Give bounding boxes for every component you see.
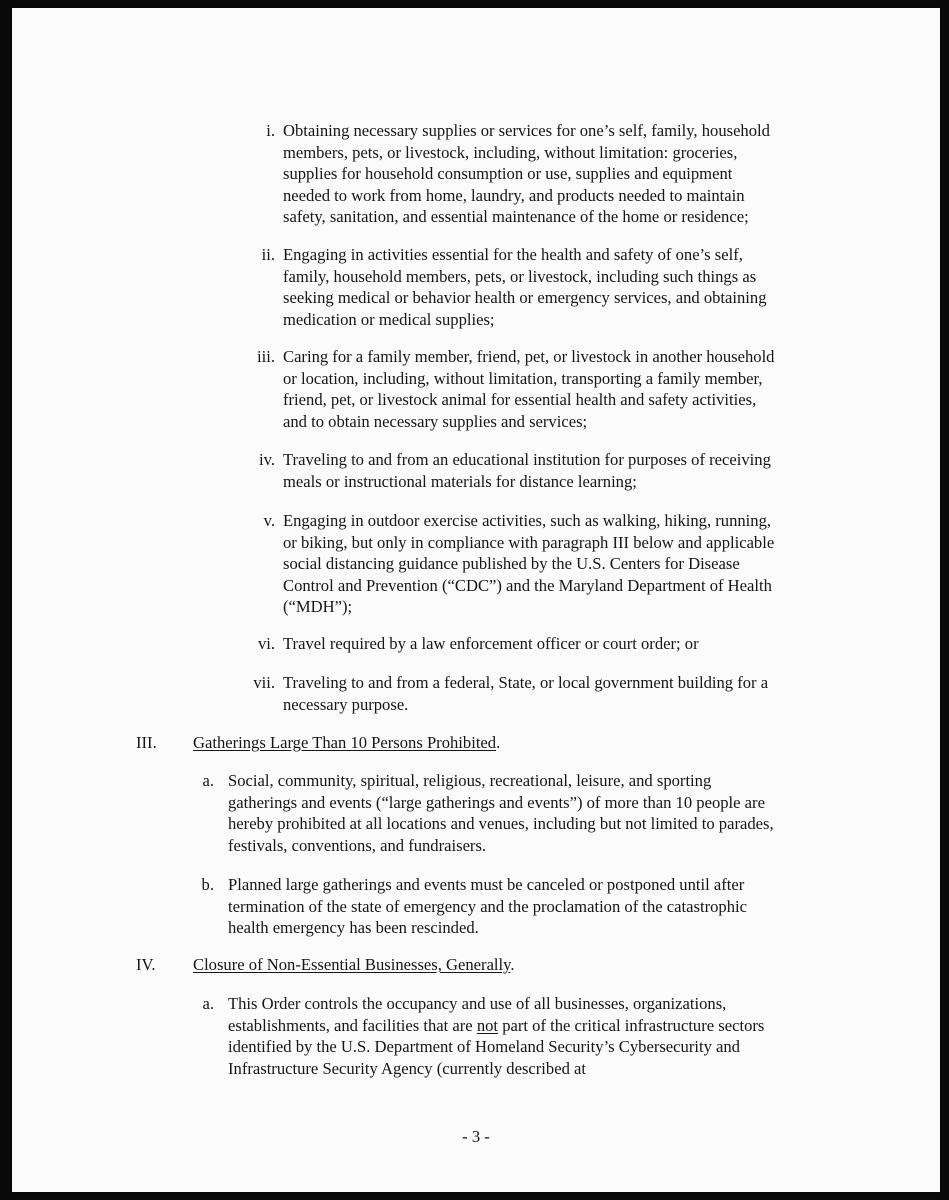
- subitem-text: [283, 244, 767, 330]
- subitem-marker: vii.: [253, 673, 275, 692]
- section-title-text: Closure of Non-Essential Businesses, Generally: [193, 955, 511, 974]
- text-line: or location, including, without limitation, transporting a family member,: [283, 368, 763, 388]
- text-line: This Order controls the occupancy and use of all businesses, organizations,: [228, 994, 727, 1013]
- text-line: meals or instructional materials for distance learning;: [283, 471, 637, 491]
- subitem-marker: ii.: [261, 245, 275, 264]
- page-number: - 3 -: [462, 1127, 490, 1146]
- section-title-period: .: [496, 733, 501, 752]
- text-line: Traveling to and from an educational institution for purposes of receiving: [283, 450, 771, 469]
- subitem-marker: i.: [266, 121, 275, 140]
- item-text: [228, 770, 774, 856]
- section-title: [193, 954, 515, 976]
- text-line: medication or medical supplies;: [283, 309, 495, 329]
- subitem-text: [283, 672, 768, 715]
- text-line: [228, 1015, 764, 1037]
- text-line: hereby prohibited at all locations and venues, including but not limited to parades,: [228, 814, 774, 833]
- text-line: gatherings and events (“large gatherings and events”) of more than 10 people are: [228, 792, 765, 812]
- text-line: Traveling to and from a federal, State, or local government building for a: [283, 673, 769, 692]
- item-marker: a.: [202, 994, 214, 1013]
- text-line: Social, community, spiritual, religious, recreational, leisure, and sporting: [228, 771, 712, 790]
- text-line: festivals, conventions, and fundraisers.: [228, 835, 487, 855]
- section-numeral: IV.: [136, 955, 156, 974]
- text-line: Planned large gatherings and events must be canceled or postponed until after: [228, 875, 745, 894]
- section-title-period: .: [510, 955, 515, 974]
- text-line: Engaging in outdoor exercise activities, such as walking, hiking, running,: [283, 511, 772, 530]
- text-fragment: part of the critical infrastructure sectors: [498, 1015, 765, 1035]
- text-line: Infrastructure Security Agency (currently described at: [228, 1058, 586, 1078]
- text-line: termination of the state of emergency and the proclamation of the catastrophic: [228, 896, 747, 916]
- text-line: identified by the U.S. Department of Homeland Security’s Cybersecurity and: [228, 1037, 740, 1056]
- text-line: (“MDH”);: [283, 597, 353, 616]
- text-line: necessary purpose.: [283, 694, 409, 714]
- text-line: Travel required by a law enforcement officer or court order; or: [283, 634, 699, 653]
- section-numeral: III.: [136, 733, 157, 752]
- text-fragment: establishments, and facilities that are: [228, 1015, 477, 1035]
- subitem-text: [283, 510, 774, 618]
- text-line: health emergency has been rescinded.: [228, 918, 479, 937]
- subitem-text: [283, 449, 771, 492]
- text-line: supplies for household consumption or use, supplies and equipment: [283, 164, 733, 183]
- item-text: [228, 874, 747, 939]
- text-line: Obtaining necessary supplies or services for one’s self, family, household: [283, 121, 770, 140]
- text-line: Caring for a family member, friend, pet, or livestock in another household: [283, 347, 775, 366]
- text-line: needed to work from home, laundry, and products needed to maintain: [283, 185, 745, 205]
- item-text: [228, 993, 764, 1079]
- text-line: or biking, but only in compliance with paragraph III below and applicable: [283, 532, 775, 552]
- subitem-marker: v.: [263, 511, 275, 530]
- text-line: friend, pet, or livestock animal for essential health and safety activities,: [283, 390, 757, 409]
- text-line: Control and Prevention (“CDC”) and the Maryland Department of Health: [283, 575, 772, 595]
- item-marker: a.: [202, 771, 214, 790]
- document-page: [12, 8, 940, 1192]
- section-title: [193, 732, 500, 754]
- subitem-marker: iii.: [257, 347, 275, 366]
- emphasis-not: not: [476, 1015, 499, 1035]
- subitem-text: [283, 346, 774, 432]
- subitem-marker: iv.: [259, 450, 275, 469]
- text-line: family, household members, pets, or livestock, including such things as: [283, 266, 757, 286]
- subitem-text: [283, 120, 770, 228]
- document-body: [12, 8, 940, 1192]
- section-title-text: Gatherings Large Than 10 Persons Prohibited: [193, 733, 497, 752]
- text-line: members, pets, or livestock, including, without limitation: groceries,: [283, 142, 738, 162]
- item-marker: b.: [201, 875, 214, 894]
- text-line: seeking medical or behavior health or emergency services, and obtaining: [283, 288, 767, 307]
- text-line: Engaging in activities essential for the health and safety of one’s self,: [283, 245, 743, 264]
- subitem-text: [283, 633, 699, 655]
- subitem-marker: vi.: [257, 634, 275, 653]
- text-line: safety, sanitation, and essential maintenance of the home or residence;: [283, 207, 749, 226]
- text-line: social distancing guidance published by the U.S. Centers for Disease: [283, 554, 740, 573]
- text-line: and to obtain necessary supplies and services;: [283, 411, 588, 431]
